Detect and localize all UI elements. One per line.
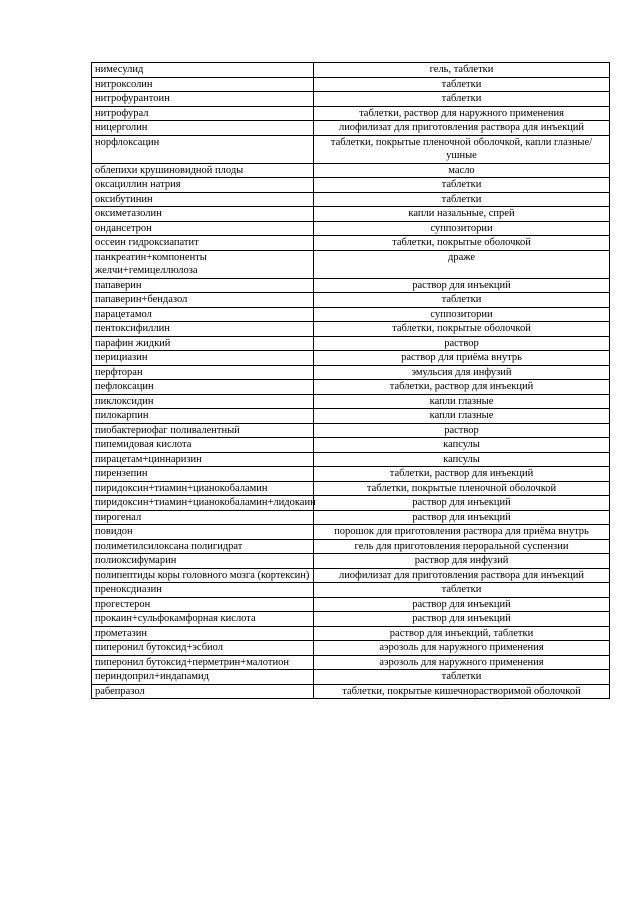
dosage-form-cell: суппозитории (314, 307, 610, 322)
table-row (92, 278, 610, 293)
dosage-form-cell: таблетки, раствор для инъекций (314, 380, 610, 395)
dosage-form-cell: гель, таблетки (314, 63, 610, 78)
table-row (92, 192, 610, 207)
drug-name-cell: нитрофурантоин (92, 92, 314, 107)
dosage-form-cell: таблетки, раствор для наружного применения (314, 106, 610, 121)
drug-name-cell: пентоксифиллин (92, 322, 314, 337)
drug-name-cell: периндоприл+индапамид (92, 670, 314, 685)
dosage-form-cell: таблетки, покрытые пленочной оболочкой, капли глазные/ушные (314, 135, 610, 163)
drug-name-cell: оксиметазолин (92, 207, 314, 222)
table-row (92, 336, 610, 351)
dosage-form-cell: таблетки, покрытые кишечнорастворимой оболочкой (314, 684, 610, 699)
drug-name-cell: пиридоксин+тиамин+цианокобаламин+лидокаин (92, 496, 314, 511)
drug-table (91, 62, 610, 699)
dosage-form-cell: таблетки (314, 192, 610, 207)
dosage-form-cell: таблетки, покрытые оболочкой (314, 236, 610, 251)
table-row (92, 670, 610, 685)
dosage-form-cell: раствор для инфузий (314, 554, 610, 569)
drug-name-cell: пиридоксин+тиамин+цианокобаламин (92, 481, 314, 496)
dosage-form-cell: раствор (314, 336, 610, 351)
dosage-form-cell: раствор (314, 423, 610, 438)
drug-name-cell: нитроксолин (92, 77, 314, 92)
drug-name-cell: нитрофурал (92, 106, 314, 121)
drug-name-cell: оксибутинин (92, 192, 314, 207)
dosage-form-cell: капсулы (314, 438, 610, 453)
dosage-form-cell: таблетки (314, 583, 610, 598)
dosage-form-cell: раствор для инъекций (314, 612, 610, 627)
dosage-form-cell: раствор для инъекций (314, 496, 610, 511)
table-row (92, 365, 610, 380)
table-row (92, 612, 610, 627)
table-row (92, 380, 610, 395)
dosage-form-cell: раствор для инъекций (314, 278, 610, 293)
table-row (92, 496, 610, 511)
table-row (92, 77, 610, 92)
drug-table-body (92, 63, 610, 699)
drug-name-cell: папаверин+бендазол (92, 293, 314, 308)
drug-name-cell: полиоксифумарин (92, 554, 314, 569)
drug-name-cell: пирацетам+циннаризин (92, 452, 314, 467)
drug-name-cell: прогестерон (92, 597, 314, 612)
dosage-form-cell: капли назальные, спрей (314, 207, 610, 222)
dosage-form-cell: лиофилизат для приготовления раствора для инъекций (314, 568, 610, 583)
dosage-form-cell: таблетки (314, 77, 610, 92)
dosage-form-cell: капсулы (314, 452, 610, 467)
drug-name-cell: оссеин гидроксиапатит (92, 236, 314, 251)
dosage-form-cell: гель для приготовления пероральной суспензии (314, 539, 610, 554)
dosage-form-cell: масло (314, 163, 610, 178)
dosage-form-cell: раствор для приёма внутрь (314, 351, 610, 366)
drug-name-cell: ондансетрон (92, 221, 314, 236)
dosage-form-cell: таблетки (314, 92, 610, 107)
drug-name-cell: пипемидовая кислота (92, 438, 314, 453)
drug-name-cell: оксациллин натрия (92, 178, 314, 193)
drug-name-cell: пиперонил бутоксид+эсбиол (92, 641, 314, 656)
drug-name-cell: облепихи крушиновидной плоды (92, 163, 314, 178)
table-row (92, 163, 610, 178)
drug-name-cell: парацетамол (92, 307, 314, 322)
dosage-form-cell: капли глазные (314, 409, 610, 424)
drug-name-cell: пиобактериофаг поливалентный (92, 423, 314, 438)
dosage-form-cell: раствор для инъекций, таблетки (314, 626, 610, 641)
dosage-form-cell: таблетки, покрытые пленочной оболочкой (314, 481, 610, 496)
table-row (92, 135, 610, 163)
document-page (91, 62, 609, 699)
table-row (92, 583, 610, 598)
dosage-form-cell: таблетки (314, 293, 610, 308)
table-row (92, 63, 610, 78)
table-row (92, 467, 610, 482)
drug-name-cell: полиметилсилоксана полигидрат (92, 539, 314, 554)
table-row (92, 452, 610, 467)
drug-name-cell: преноксдиазин (92, 583, 314, 598)
drug-name-cell: ницерголин (92, 121, 314, 136)
table-row (92, 510, 610, 525)
table-row (92, 597, 610, 612)
drug-name-cell: повидон (92, 525, 314, 540)
drug-name-cell: рабепразол (92, 684, 314, 699)
table-row (92, 684, 610, 699)
dosage-form-cell: порошок для приготовления раствора для приёма внутрь (314, 525, 610, 540)
table-row (92, 351, 610, 366)
dosage-form-cell: таблетки (314, 670, 610, 685)
drug-name-cell: полипептиды коры головного мозга (кортексин) (92, 568, 314, 583)
table-row (92, 236, 610, 251)
table-row (92, 554, 610, 569)
drug-name-cell: перфторан (92, 365, 314, 380)
dosage-form-cell: таблетки, покрытые оболочкой (314, 322, 610, 337)
table-row (92, 655, 610, 670)
drug-name-cell: перициазин (92, 351, 314, 366)
drug-name-cell: пилокарпин (92, 409, 314, 424)
table-row (92, 322, 610, 337)
dosage-form-cell: суппозитории (314, 221, 610, 236)
dosage-form-cell: капли глазные (314, 394, 610, 409)
dosage-form-cell: раствор для инъекций (314, 597, 610, 612)
dosage-form-cell: лиофилизат для приготовления раствора для инъекций (314, 121, 610, 136)
dosage-form-cell: эмульсия для инфузий (314, 365, 610, 380)
drug-name-cell: панкреатин+компоненты желчи+гемицеллюлоза (92, 250, 314, 278)
table-row (92, 409, 610, 424)
table-row (92, 481, 610, 496)
drug-name-cell: пиклоксидин (92, 394, 314, 409)
table-row (92, 423, 610, 438)
table-row (92, 626, 610, 641)
drug-name-cell: норфлоксацин (92, 135, 314, 163)
table-row (92, 307, 610, 322)
table-row (92, 641, 610, 656)
table-row (92, 539, 610, 554)
drug-name-cell: парафин жидкий (92, 336, 314, 351)
drug-name-cell: прометазин (92, 626, 314, 641)
table-row (92, 568, 610, 583)
dosage-form-cell: таблетки (314, 178, 610, 193)
table-row (92, 438, 610, 453)
table-row (92, 250, 610, 278)
dosage-form-cell: аэрозоль для наружного применения (314, 655, 610, 670)
table-row (92, 525, 610, 540)
table-row (92, 121, 610, 136)
dosage-form-cell: драже (314, 250, 610, 278)
table-row (92, 394, 610, 409)
drug-name-cell: пирензепин (92, 467, 314, 482)
table-row (92, 221, 610, 236)
drug-name-cell: пиперонил бутоксид+перметрин+малотион (92, 655, 314, 670)
table-row (92, 207, 610, 222)
dosage-form-cell: раствор для инъекций (314, 510, 610, 525)
drug-name-cell: пирогенал (92, 510, 314, 525)
dosage-form-cell: таблетки, раствор для инъекций (314, 467, 610, 482)
dosage-form-cell: аэрозоль для наружного применения (314, 641, 610, 656)
drug-name-cell: пефлоксацин (92, 380, 314, 395)
drug-name-cell: прокаин+сульфокамфорная кислота (92, 612, 314, 627)
table-row (92, 293, 610, 308)
drug-name-cell: папаверин (92, 278, 314, 293)
table-row (92, 178, 610, 193)
table-row (92, 92, 610, 107)
drug-name-cell: нимесулид (92, 63, 314, 78)
table-row (92, 106, 610, 121)
